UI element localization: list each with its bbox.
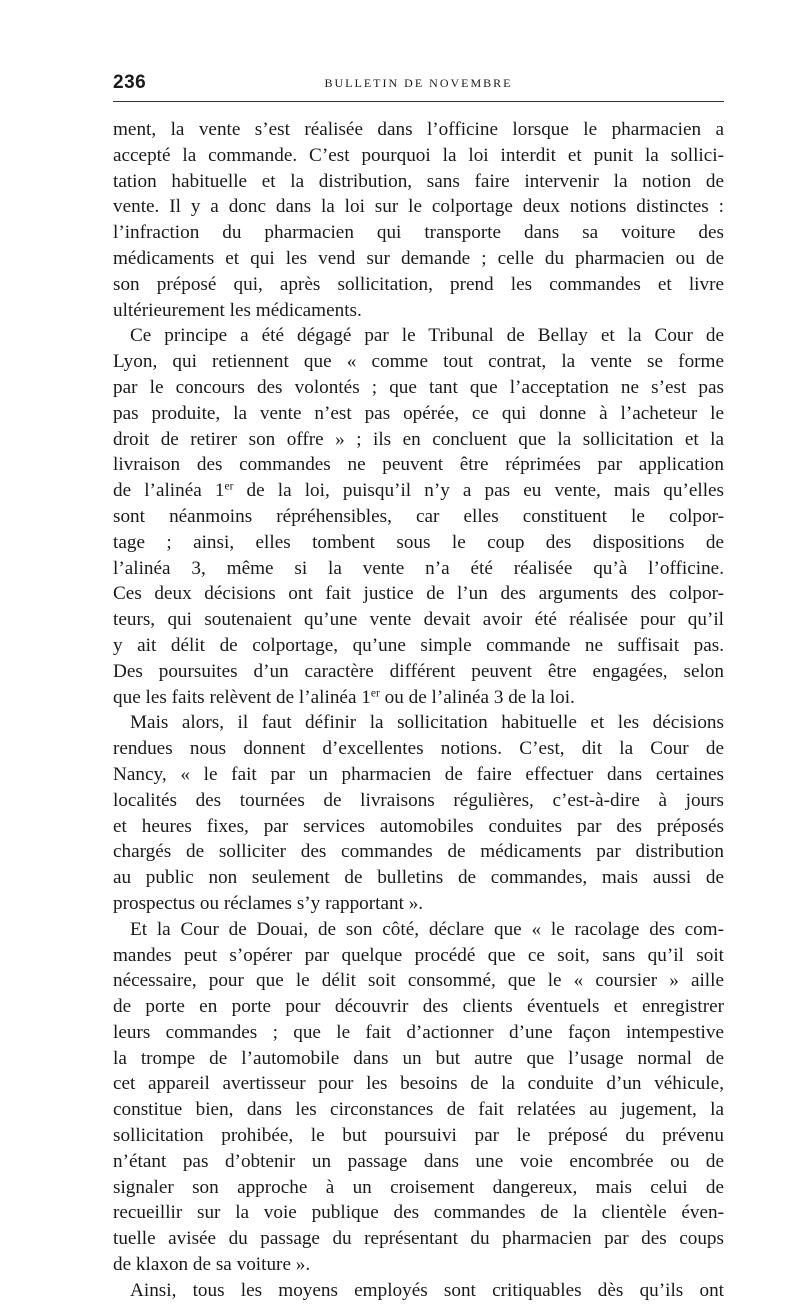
text-line: tation habituelle et la distribution, sans faire intervenir la notion de — [113, 170, 724, 192]
text-line: Ces deux décisions ont fait justice de l’un des arguments des colpor- — [113, 583, 724, 605]
text-line: Et la Cour de Douai, de son côté, déclare que « le racolage des com- — [130, 918, 724, 940]
text-line: teurs, qui soutenaient qu’une vente devait avoir été réalisée pour qu’il — [113, 609, 724, 631]
text-line: ment, la vente s’est réalisée dans l’officine lorsque le pharmacien a — [113, 119, 724, 140]
text-line: mandes peut s’opérer par quelque procédé que ce soit, sans qu’il soit — [113, 944, 724, 966]
text-line: ultérieurement les médicaments. — [113, 299, 362, 321]
text-line: chargés de solliciter des commandes de médicaments par distribution — [113, 841, 724, 863]
text-segment: de la loi, puisqu’il n’y a pas eu vente, mais qu’elles — [233, 480, 725, 502]
text-line: signaler son approche à un croisement dangereux, mais celui de — [113, 1176, 724, 1198]
text-line: leurs commandes ; que le fait d’actionner d’une façon intempestive — [113, 1021, 724, 1043]
text-line: livraison des commandes ne peuvent être réprimées par application — [113, 454, 724, 476]
text-line: au public non seulement de bulletins de commandes, mais aussi de — [113, 867, 724, 889]
text-segment: que les faits relèvent de l’alinéa 1 — [113, 686, 371, 708]
text-line: y ait délit de colportage, qu’une simple commande ne suffisait pas. — [113, 634, 724, 656]
text-line: Des poursuites d’un caractère différent peuvent être engagées, selon — [113, 660, 724, 682]
text-line: cet appareil avertisseur pour les besoins de la conduite d’un véhicule, — [113, 1073, 724, 1095]
text-line: la trompe de l’automobile dans un but autre que l’usage normal de — [113, 1047, 724, 1069]
text-line: Mais alors, il faut définir la sollicitation habituelle et les décisions — [130, 712, 724, 734]
text-line: l’infraction du pharmacien qui transporte dans sa voiture des — [113, 222, 724, 244]
header-rule — [113, 101, 724, 102]
text-line: constitue bien, dans les circonstances de fait relatées au jugement, la — [113, 1099, 724, 1121]
text-line: de klaxon de sa voiture ». — [113, 1254, 311, 1276]
text-line: son préposé qui, après sollicitation, prend les commandes et livre — [113, 273, 724, 295]
superscript: er — [370, 687, 380, 700]
body-text — [113, 117, 724, 1304]
text-line: Nancy, « le fait par un pharmacien de faire effectuer dans certaines — [113, 763, 724, 785]
text-line: par le concours des volontés ; que tant que l’acceptation ne s’est pas — [113, 376, 724, 398]
text-line — [113, 478, 724, 504]
text-line: médicaments et qui les vend sur demande ; celle du pharmacien ou de — [113, 247, 724, 269]
page-header — [113, 72, 724, 96]
text-line: tuelle avisée du passage du représentant du pharmacien par des coups — [113, 1228, 724, 1250]
text-line: n’étant pas d’obtenir un passage dans une voie encombrée ou de — [113, 1150, 724, 1172]
text-line: pas produite, la vente n’est pas opérée, ce qui donne à l’acheteur le — [113, 402, 724, 424]
text-line — [113, 685, 724, 711]
superscript: er — [224, 480, 234, 493]
text-line: de porte en porte pour découvrir des clients éventuels et enregistrer — [113, 996, 724, 1018]
text-line: Lyon, qui retiennent que « comme tout contrat, la vente se forme — [113, 351, 724, 373]
text-line: localités des tournées de livraisons régulières, c’est-à-dire à jours — [113, 789, 724, 811]
text-line: Ainsi, tous les moyens employés sont critiquables dès qu’ils ont — [130, 1279, 724, 1301]
text-line: prospectus ou réclames s’y rapportant ». — [113, 892, 424, 914]
text-line: tage ; ainsi, elles tombent sous le coup des dispositions de — [113, 531, 724, 553]
text-line: sollicitation prohibée, le but poursuivi par le préposé du prévenu — [113, 1125, 724, 1147]
text-line: droit de retirer son offre » ; ils en concluent que la sollicitation et la — [113, 428, 724, 450]
text-line: et heures fixes, par services automobiles conduites par des préposés — [113, 815, 724, 837]
text-line: rendues nous donnent d’excellentes notions. C’est, dit la Cour de — [113, 738, 724, 760]
page-number: 236 — [113, 72, 147, 93]
text-line: accepté la commande. C’est pourquoi la loi interdit et punit la sollici- — [113, 144, 724, 166]
text-line: vente. Il y a donc dans la loi sur le colportage deux notions distinctes : — [113, 196, 724, 218]
text-line: Ce principe a été dégagé par le Tribunal de Bellay et la Cour de — [130, 325, 724, 347]
text-line: l’alinéa 3, même si la vente n’a été réalisée qu’à l’officine. — [113, 557, 724, 579]
text-line: sont néanmoins répréhensibles, car elles constituent le colpor- — [113, 505, 724, 527]
running-title: BULLETIN DE NOVEMBRE — [324, 76, 513, 90]
text-segment: de l’alinéa 1 — [113, 480, 225, 502]
text-line: nécessaire, pour que le délit soit consommé, que le « coursier » aille — [113, 970, 724, 992]
text-line: recueillir sur la voie publique des commandes de la clientèle éven- — [113, 1202, 724, 1224]
text-segment: ou de l’alinéa 3 de la loi. — [379, 686, 575, 708]
